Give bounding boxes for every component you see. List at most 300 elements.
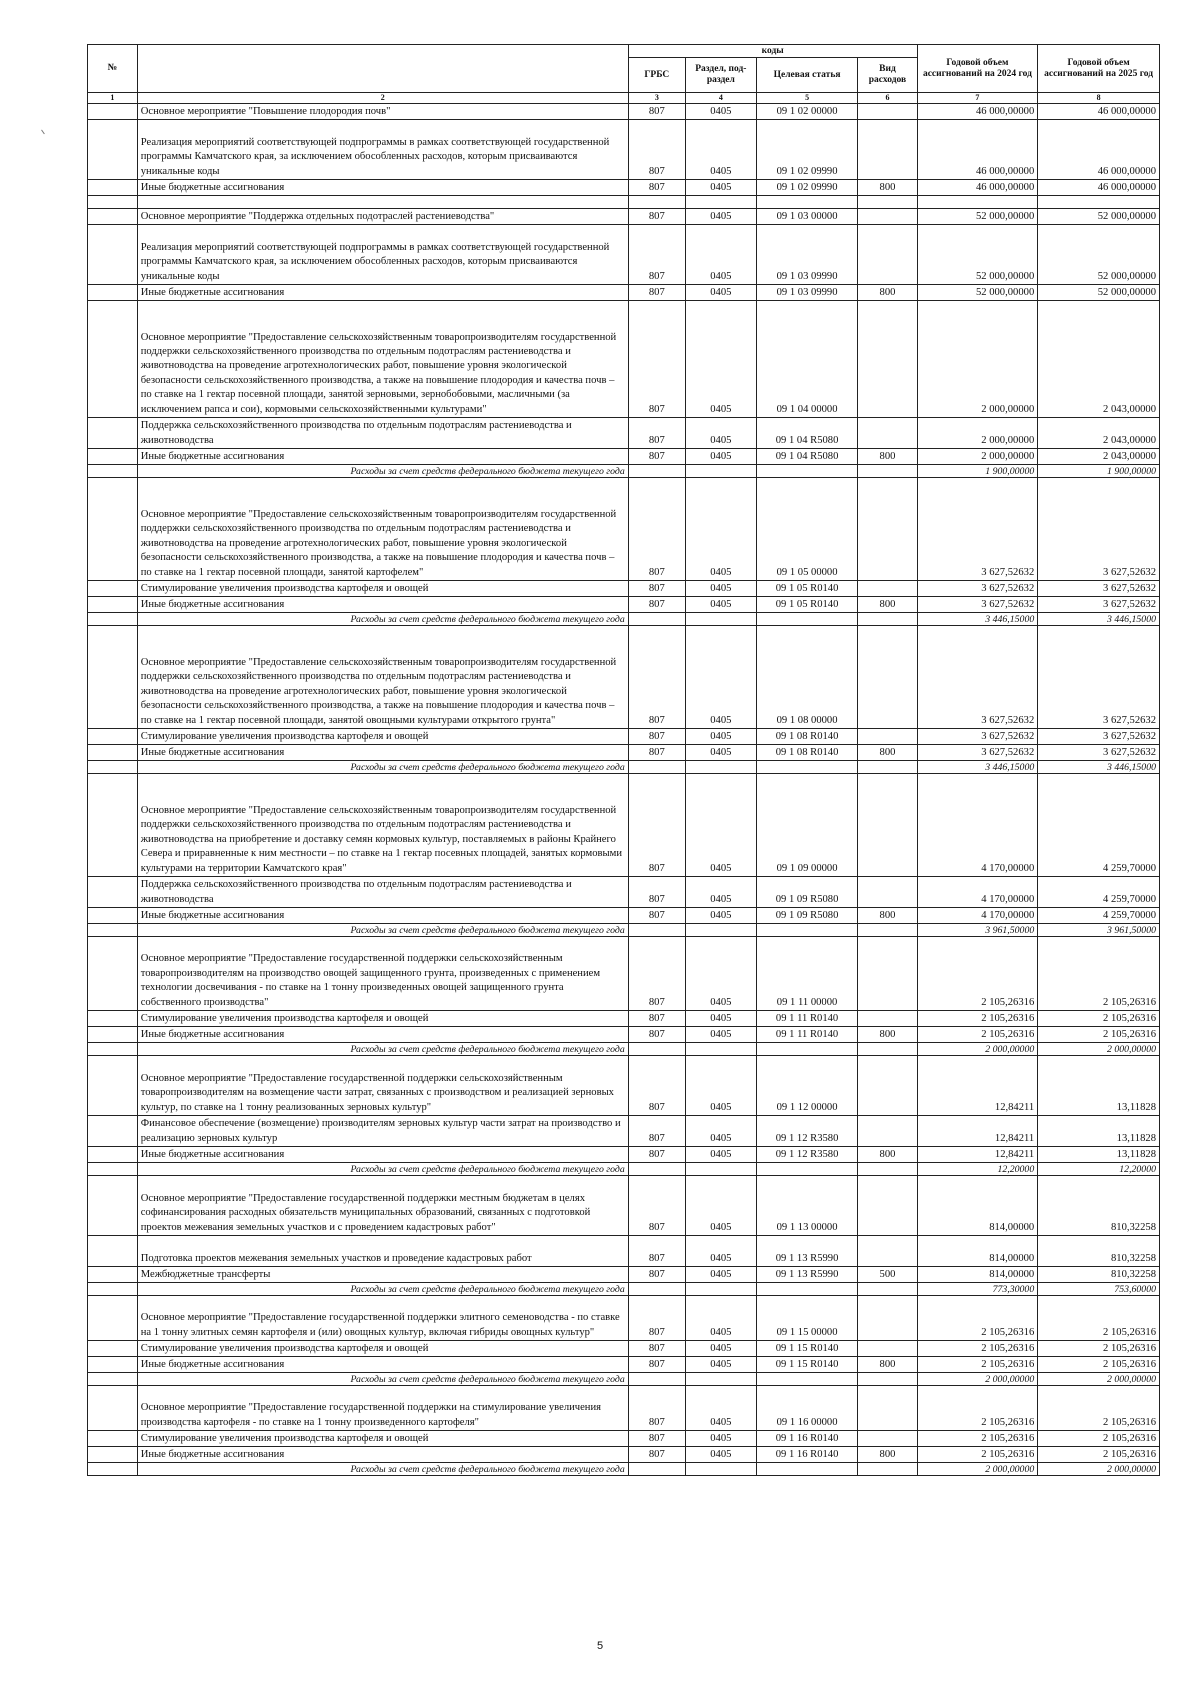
spacer-cell — [685, 196, 756, 209]
section-cell: 0405 — [685, 1027, 756, 1043]
section-cell: 0405 — [685, 877, 756, 908]
amount-2024-cell: 814,00000 — [917, 1236, 1038, 1267]
section-cell: 0405 — [685, 225, 756, 285]
expense-type-cell — [858, 1373, 917, 1386]
header-num: № — [88, 45, 138, 93]
header-year-2025: Годовой объем ассигнований на 2025 год — [1038, 45, 1160, 93]
spacer-cell — [628, 196, 685, 209]
page-number: 5 — [596, 1640, 604, 1652]
section-cell: 0405 — [685, 1011, 756, 1027]
table-row — [88, 1447, 1160, 1463]
section-cell: 0405 — [685, 1431, 756, 1447]
spacer-row — [88, 196, 1160, 209]
section-cell — [685, 1163, 756, 1176]
colnum: 3 — [628, 93, 685, 104]
budget-table — [87, 44, 1160, 1476]
row-num-cell — [88, 1147, 138, 1163]
target-article-cell — [756, 1463, 858, 1476]
grbs-cell: 807 — [628, 285, 685, 301]
row-num-cell — [88, 449, 138, 465]
grbs-cell — [628, 1373, 685, 1386]
expense-type-cell — [858, 1296, 917, 1341]
section-cell — [685, 1283, 756, 1296]
grbs-cell: 807 — [628, 104, 685, 120]
row-num-cell — [88, 1463, 138, 1476]
amount-2024-cell: 3 446,15000 — [917, 613, 1038, 626]
expense-type-cell — [858, 1043, 917, 1056]
grbs-cell: 807 — [628, 1267, 685, 1283]
grbs-cell: 807 — [628, 877, 685, 908]
item-name-cell: Стимулирование увеличения производства картофеля и овощей — [137, 1011, 628, 1027]
amount-2025-cell: 2 105,26316 — [1038, 1431, 1160, 1447]
table-row — [88, 225, 1160, 285]
grbs-cell: 807 — [628, 1386, 685, 1431]
amount-2024-cell: 12,84211 — [917, 1147, 1038, 1163]
amount-2024-cell: 52 000,00000 — [917, 225, 1038, 285]
amount-2025-cell: 13,11828 — [1038, 1147, 1160, 1163]
amount-2024-cell: 2 105,26316 — [917, 1447, 1038, 1463]
section-cell: 0405 — [685, 745, 756, 761]
section-cell: 0405 — [685, 774, 756, 877]
amount-2025-cell: 2 000,00000 — [1038, 1463, 1160, 1476]
amount-2025-cell: 3 446,15000 — [1038, 613, 1160, 626]
target-article-cell: 09 1 12 R3580 — [756, 1147, 858, 1163]
federal-share-row — [88, 1373, 1160, 1386]
expense-type-cell: 800 — [858, 745, 917, 761]
row-num-cell — [88, 1357, 138, 1373]
expense-type-cell — [858, 1463, 917, 1476]
grbs-cell: 807 — [628, 180, 685, 196]
table-row — [88, 209, 1160, 225]
amount-2025-cell: 2 000,00000 — [1038, 1043, 1160, 1056]
federal-share-label: Расходы за счет средств федерального бюджета текущего года — [137, 1043, 628, 1056]
table-row — [88, 180, 1160, 196]
amount-2025-cell: 4 259,70000 — [1038, 908, 1160, 924]
row-num-cell — [88, 1267, 138, 1283]
spacer-cell — [88, 196, 138, 209]
item-name-cell: Иные бюджетные ассигнования — [137, 180, 628, 196]
item-name-cell: Основное мероприятие "Предоставление государственной поддержки сельскохозяйственным товаропроизводителям на производство овощей защищенного грунта, произведенных с применением технологии досвечивания - по ставке на 1 тонну произведенных овощей защищенного грунта собственного производства" — [137, 937, 628, 1011]
section-cell: 0405 — [685, 1267, 756, 1283]
expense-type-cell — [858, 1163, 917, 1176]
item-name-cell: Иные бюджетные ассигнования — [137, 1447, 628, 1463]
amount-2025-cell: 4 259,70000 — [1038, 877, 1160, 908]
amount-2024-cell: 3 627,52632 — [917, 729, 1038, 745]
grbs-cell — [628, 1283, 685, 1296]
federal-share-row — [88, 1463, 1160, 1476]
section-cell: 0405 — [685, 209, 756, 225]
row-num-cell — [88, 774, 138, 877]
section-cell: 0405 — [685, 1116, 756, 1147]
amount-2024-cell: 46 000,00000 — [917, 180, 1038, 196]
grbs-cell: 807 — [628, 209, 685, 225]
expense-type-cell — [858, 877, 917, 908]
row-num-cell — [88, 1116, 138, 1147]
item-name-cell: Основное мероприятие "Предоставление сельскохозяйственным товаропроизводителям государственной поддержки сельскохозяйственного производства по отдельным подотраслям растениеводства и животноводства на проведение агротехнологических работ, повышение уровня экологической безопасности сельскохозяйственного производства, а также на повышение плодородия и качества почв – по ставке на 1 гектар посевной площади, занятой зерновыми, зернобобовыми, масличными (за исключением рапса и сои), кормовыми сельскохозяйственными культурами" — [137, 301, 628, 418]
colnum: 1 — [88, 93, 138, 104]
target-article-cell: 09 1 08 00000 — [756, 626, 858, 729]
section-cell — [685, 1373, 756, 1386]
expense-type-cell — [858, 465, 917, 478]
amount-2024-cell: 2 105,26316 — [917, 937, 1038, 1011]
row-num-cell — [88, 104, 138, 120]
amount-2024-cell: 2 000,00000 — [917, 1463, 1038, 1476]
amount-2024-cell: 3 627,52632 — [917, 745, 1038, 761]
amount-2024-cell: 3 627,52632 — [917, 478, 1038, 581]
table-row — [88, 301, 1160, 418]
item-name-cell: Стимулирование увеличения производства картофеля и овощей — [137, 1341, 628, 1357]
expense-type-cell — [858, 774, 917, 877]
grbs-cell: 807 — [628, 626, 685, 729]
expense-type-cell: 800 — [858, 597, 917, 613]
row-num-cell — [88, 613, 138, 626]
federal-share-label: Расходы за счет средств федерального бюджета текущего года — [137, 1463, 628, 1476]
grbs-cell: 807 — [628, 774, 685, 877]
amount-2025-cell: 2 043,00000 — [1038, 449, 1160, 465]
target-article-cell: 09 1 11 R0140 — [756, 1027, 858, 1043]
amount-2024-cell: 3 961,50000 — [917, 924, 1038, 937]
target-article-cell: 09 1 05 R0140 — [756, 581, 858, 597]
grbs-cell — [628, 1163, 685, 1176]
column-number-row — [88, 93, 1160, 104]
colnum: 4 — [685, 93, 756, 104]
amount-2025-cell: 2 105,26316 — [1038, 1386, 1160, 1431]
amount-2024-cell: 3 446,15000 — [917, 761, 1038, 774]
target-article-cell — [756, 613, 858, 626]
table-row — [88, 1027, 1160, 1043]
colnum: 5 — [756, 93, 858, 104]
federal-share-label: Расходы за счет средств федерального бюджета текущего года — [137, 613, 628, 626]
target-article-cell: 09 1 15 00000 — [756, 1296, 858, 1341]
expense-type-cell — [858, 209, 917, 225]
item-name-cell: Межбюджетные трансферты — [137, 1267, 628, 1283]
row-num-cell — [88, 1176, 138, 1236]
item-name-cell: Поддержка сельскохозяйственного производства по отдельным подотраслям растениеводства и животноводства — [137, 877, 628, 908]
item-name-cell: Основное мероприятие "Предоставление государственной поддержки местным бюджетам в целях софинансирования расходных обязательств муниципальных образований, связанных с подготовкой проектов межевания земельных участков и с проведением кадастровых работ" — [137, 1176, 628, 1236]
grbs-cell: 807 — [628, 729, 685, 745]
amount-2025-cell: 46 000,00000 — [1038, 104, 1160, 120]
target-article-cell — [756, 924, 858, 937]
amount-2024-cell: 814,00000 — [917, 1267, 1038, 1283]
target-article-cell — [756, 1043, 858, 1056]
amount-2024-cell: 3 627,52632 — [917, 581, 1038, 597]
amount-2025-cell: 3 627,52632 — [1038, 626, 1160, 729]
target-article-cell: 09 1 15 R0140 — [756, 1341, 858, 1357]
target-article-cell: 09 1 16 00000 — [756, 1386, 858, 1431]
amount-2025-cell: 1 900,00000 — [1038, 465, 1160, 478]
row-num-cell — [88, 285, 138, 301]
amount-2025-cell: 753,60000 — [1038, 1283, 1160, 1296]
grbs-cell: 807 — [628, 1116, 685, 1147]
item-name-cell: Стимулирование увеличения производства картофеля и овощей — [137, 729, 628, 745]
expense-type-cell — [858, 1056, 917, 1116]
grbs-cell: 807 — [628, 1236, 685, 1267]
section-cell — [685, 924, 756, 937]
expense-type-cell — [858, 1116, 917, 1147]
item-name-cell: Иные бюджетные ассигнования — [137, 1027, 628, 1043]
row-num-cell — [88, 465, 138, 478]
colnum: 8 — [1038, 93, 1160, 104]
header-codes: коды — [628, 45, 917, 58]
grbs-cell: 807 — [628, 1147, 685, 1163]
grbs-cell: 807 — [628, 937, 685, 1011]
target-article-cell: 09 1 13 00000 — [756, 1176, 858, 1236]
item-name-cell: Основное мероприятие "Предоставление сельскохозяйственным товаропроизводителям государственной поддержки сельскохозяйственного производства по отдельным подотраслям растениеводства и животноводства на приобретение и доставку семян кормовых культур, поставляемых в районы Крайнего Севера и приравненные к ним местности – по ставке на 1 гектар посевных площадей, занятых кормовыми культурами на территории Камчатского края" — [137, 774, 628, 877]
grbs-cell: 807 — [628, 1056, 685, 1116]
expense-type-cell — [858, 1236, 917, 1267]
grbs-cell: 807 — [628, 1447, 685, 1463]
amount-2025-cell: 3 627,52632 — [1038, 729, 1160, 745]
grbs-cell: 807 — [628, 1357, 685, 1373]
amount-2024-cell: 4 170,00000 — [917, 774, 1038, 877]
item-name-cell: Реализация мероприятий соответствующей подпрограммы в рамках соответствующей государственной программы Камчатского края, за исключением обособленных расходов, которым присваиваются уникальные коды — [137, 225, 628, 285]
colnum: 7 — [917, 93, 1038, 104]
section-cell: 0405 — [685, 626, 756, 729]
expense-type-cell — [858, 1283, 917, 1296]
row-num-cell — [88, 924, 138, 937]
row-num-cell — [88, 1386, 138, 1431]
federal-share-row — [88, 613, 1160, 626]
amount-2024-cell: 2 105,26316 — [917, 1296, 1038, 1341]
grbs-cell: 807 — [628, 1027, 685, 1043]
amount-2025-cell: 52 000,00000 — [1038, 209, 1160, 225]
expense-type-cell — [858, 1431, 917, 1447]
amount-2025-cell: 52 000,00000 — [1038, 285, 1160, 301]
row-num-cell — [88, 209, 138, 225]
grbs-cell: 807 — [628, 1341, 685, 1357]
section-cell — [685, 465, 756, 478]
spacer-cell — [137, 196, 628, 209]
item-name-cell: Иные бюджетные ассигнования — [137, 449, 628, 465]
table-row — [88, 597, 1160, 613]
amount-2025-cell: 46 000,00000 — [1038, 120, 1160, 180]
expense-type-cell: 800 — [858, 908, 917, 924]
amount-2025-cell: 13,11828 — [1038, 1116, 1160, 1147]
row-num-cell — [88, 729, 138, 745]
table-row — [88, 774, 1160, 877]
federal-share-row — [88, 1043, 1160, 1056]
section-cell: 0405 — [685, 729, 756, 745]
expense-type-cell — [858, 301, 917, 418]
expense-type-cell: 800 — [858, 1147, 917, 1163]
amount-2024-cell: 46 000,00000 — [917, 120, 1038, 180]
section-cell: 0405 — [685, 1147, 756, 1163]
row-num-cell — [88, 597, 138, 613]
table-row — [88, 104, 1160, 120]
section-cell: 0405 — [685, 120, 756, 180]
expense-type-cell — [858, 761, 917, 774]
target-article-cell: 09 1 08 R0140 — [756, 745, 858, 761]
row-num-cell — [88, 1027, 138, 1043]
amount-2024-cell: 2 000,00000 — [917, 1373, 1038, 1386]
row-num-cell — [88, 908, 138, 924]
grbs-cell: 807 — [628, 1011, 685, 1027]
row-num-cell — [88, 1163, 138, 1176]
table-row — [88, 478, 1160, 581]
row-num-cell — [88, 1236, 138, 1267]
table-row — [88, 418, 1160, 449]
grbs-cell: 807 — [628, 597, 685, 613]
amount-2025-cell: 12,20000 — [1038, 1163, 1160, 1176]
expense-type-cell — [858, 626, 917, 729]
table-row — [88, 1011, 1160, 1027]
header-expense-type: Вид расходов — [858, 58, 917, 93]
target-article-cell: 09 1 11 R0140 — [756, 1011, 858, 1027]
target-article-cell: 09 1 16 R0140 — [756, 1447, 858, 1463]
amount-2025-cell: 52 000,00000 — [1038, 225, 1160, 285]
row-num-cell — [88, 180, 138, 196]
table-row — [88, 937, 1160, 1011]
row-num-cell — [88, 1296, 138, 1341]
section-cell: 0405 — [685, 1357, 756, 1373]
amount-2025-cell: 810,32258 — [1038, 1176, 1160, 1236]
grbs-cell — [628, 465, 685, 478]
section-cell: 0405 — [685, 1056, 756, 1116]
target-article-cell: 09 1 02 09990 — [756, 180, 858, 196]
grbs-cell: 807 — [628, 225, 685, 285]
target-article-cell: 09 1 05 R0140 — [756, 597, 858, 613]
row-num-cell — [88, 225, 138, 285]
section-cell — [685, 613, 756, 626]
grbs-cell — [628, 1463, 685, 1476]
amount-2025-cell: 3 961,50000 — [1038, 924, 1160, 937]
row-num-cell — [88, 478, 138, 581]
target-article-cell: 09 1 04 R5080 — [756, 418, 858, 449]
federal-share-row — [88, 924, 1160, 937]
amount-2024-cell: 2 105,26316 — [917, 1027, 1038, 1043]
header-target-article: Целевая статья — [756, 58, 858, 93]
amount-2024-cell: 2 105,26316 — [917, 1431, 1038, 1447]
item-name-cell: Поддержка сельскохозяйственного производства по отдельным подотраслям растениеводства и животноводства — [137, 418, 628, 449]
amount-2025-cell: 2 000,00000 — [1038, 1373, 1160, 1386]
amount-2024-cell: 12,20000 — [917, 1163, 1038, 1176]
expense-type-cell — [858, 729, 917, 745]
item-name-cell: Основное мероприятие "Предоставление государственной поддержки элитного семеноводства - по ставке на 1 тонну элитных семян картофеля и (или) овощных культур, включая гибриды овощных культур" — [137, 1296, 628, 1341]
table-body — [88, 104, 1160, 1476]
table-row — [88, 908, 1160, 924]
target-article-cell: 09 1 04 00000 — [756, 301, 858, 418]
item-name-cell: Иные бюджетные ассигнования — [137, 285, 628, 301]
section-cell: 0405 — [685, 285, 756, 301]
table-row — [88, 1431, 1160, 1447]
target-article-cell — [756, 1283, 858, 1296]
amount-2025-cell: 13,11828 — [1038, 1056, 1160, 1116]
target-article-cell: 09 1 16 R0140 — [756, 1431, 858, 1447]
table-row — [88, 1116, 1160, 1147]
table-row — [88, 1147, 1160, 1163]
amount-2024-cell: 2 105,26316 — [917, 1341, 1038, 1357]
amount-2025-cell: 3 627,52632 — [1038, 581, 1160, 597]
expense-type-cell — [858, 1386, 917, 1431]
amount-2024-cell: 52 000,00000 — [917, 209, 1038, 225]
table-row — [88, 1341, 1160, 1357]
amount-2024-cell: 4 170,00000 — [917, 877, 1038, 908]
colnum: 6 — [858, 93, 917, 104]
federal-share-label: Расходы за счет средств федерального бюджета текущего года — [137, 465, 628, 478]
amount-2024-cell: 1 900,00000 — [917, 465, 1038, 478]
table-row — [88, 581, 1160, 597]
grbs-cell — [628, 1043, 685, 1056]
expense-type-cell — [858, 478, 917, 581]
grbs-cell — [628, 924, 685, 937]
expense-type-cell: 800 — [858, 1447, 917, 1463]
table-row — [88, 1267, 1160, 1283]
section-cell: 0405 — [685, 1296, 756, 1341]
row-num-cell — [88, 937, 138, 1011]
item-name-cell: Иные бюджетные ассигнования — [137, 908, 628, 924]
federal-share-label: Расходы за счет средств федерального бюджета текущего года — [137, 1373, 628, 1386]
table-row — [88, 449, 1160, 465]
spacer-cell — [917, 196, 1038, 209]
amount-2025-cell: 3 446,15000 — [1038, 761, 1160, 774]
target-article-cell: 09 1 11 00000 — [756, 937, 858, 1011]
section-cell: 0405 — [685, 1341, 756, 1357]
amount-2024-cell: 773,30000 — [917, 1283, 1038, 1296]
grbs-cell: 807 — [628, 581, 685, 597]
table-header — [88, 45, 1160, 104]
section-cell: 0405 — [685, 104, 756, 120]
row-num-cell — [88, 761, 138, 774]
header-grbs: ГРБС — [628, 58, 685, 93]
expense-type-cell — [858, 937, 917, 1011]
header-section: Раздел, под-раздел — [685, 58, 756, 93]
table-row — [88, 745, 1160, 761]
item-name-cell: Подготовка проектов межевания земельных участков и проведение кадастровых работ — [137, 1236, 628, 1267]
target-article-cell: 09 1 09 R5080 — [756, 908, 858, 924]
grbs-cell: 807 — [628, 1176, 685, 1236]
expense-type-cell — [858, 1011, 917, 1027]
grbs-cell: 807 — [628, 908, 685, 924]
grbs-cell — [628, 761, 685, 774]
target-article-cell: 09 1 03 09990 — [756, 285, 858, 301]
amount-2025-cell: 3 627,52632 — [1038, 745, 1160, 761]
target-article-cell: 09 1 02 00000 — [756, 104, 858, 120]
amount-2025-cell: 2 105,26316 — [1038, 1027, 1160, 1043]
section-cell: 0405 — [685, 1176, 756, 1236]
section-cell: 0405 — [685, 581, 756, 597]
row-num-cell — [88, 1056, 138, 1116]
table-row — [88, 1296, 1160, 1341]
expense-type-cell: 800 — [858, 1027, 917, 1043]
federal-share-row — [88, 1283, 1160, 1296]
target-article-cell: 09 1 12 00000 — [756, 1056, 858, 1116]
amount-2024-cell: 814,00000 — [917, 1176, 1038, 1236]
amount-2025-cell: 4 259,70000 — [1038, 774, 1160, 877]
section-cell: 0405 — [685, 180, 756, 196]
expense-type-cell — [858, 581, 917, 597]
amount-2024-cell: 2 000,00000 — [917, 1043, 1038, 1056]
row-num-cell — [88, 1431, 138, 1447]
row-num-cell — [88, 626, 138, 729]
section-cell — [685, 1463, 756, 1476]
table-row — [88, 1236, 1160, 1267]
section-cell: 0405 — [685, 1236, 756, 1267]
target-article-cell — [756, 1163, 858, 1176]
amount-2025-cell: 2 105,26316 — [1038, 937, 1160, 1011]
row-num-cell — [88, 1341, 138, 1357]
row-num-cell — [88, 1283, 138, 1296]
scan-mark — [41, 127, 49, 135]
expense-type-cell — [858, 1176, 917, 1236]
amount-2025-cell: 2 043,00000 — [1038, 418, 1160, 449]
grbs-cell: 807 — [628, 1296, 685, 1341]
row-num-cell — [88, 301, 138, 418]
expense-type-cell — [858, 924, 917, 937]
table-row — [88, 1056, 1160, 1116]
grbs-cell — [628, 613, 685, 626]
grbs-cell: 807 — [628, 478, 685, 581]
federal-share-row — [88, 465, 1160, 478]
